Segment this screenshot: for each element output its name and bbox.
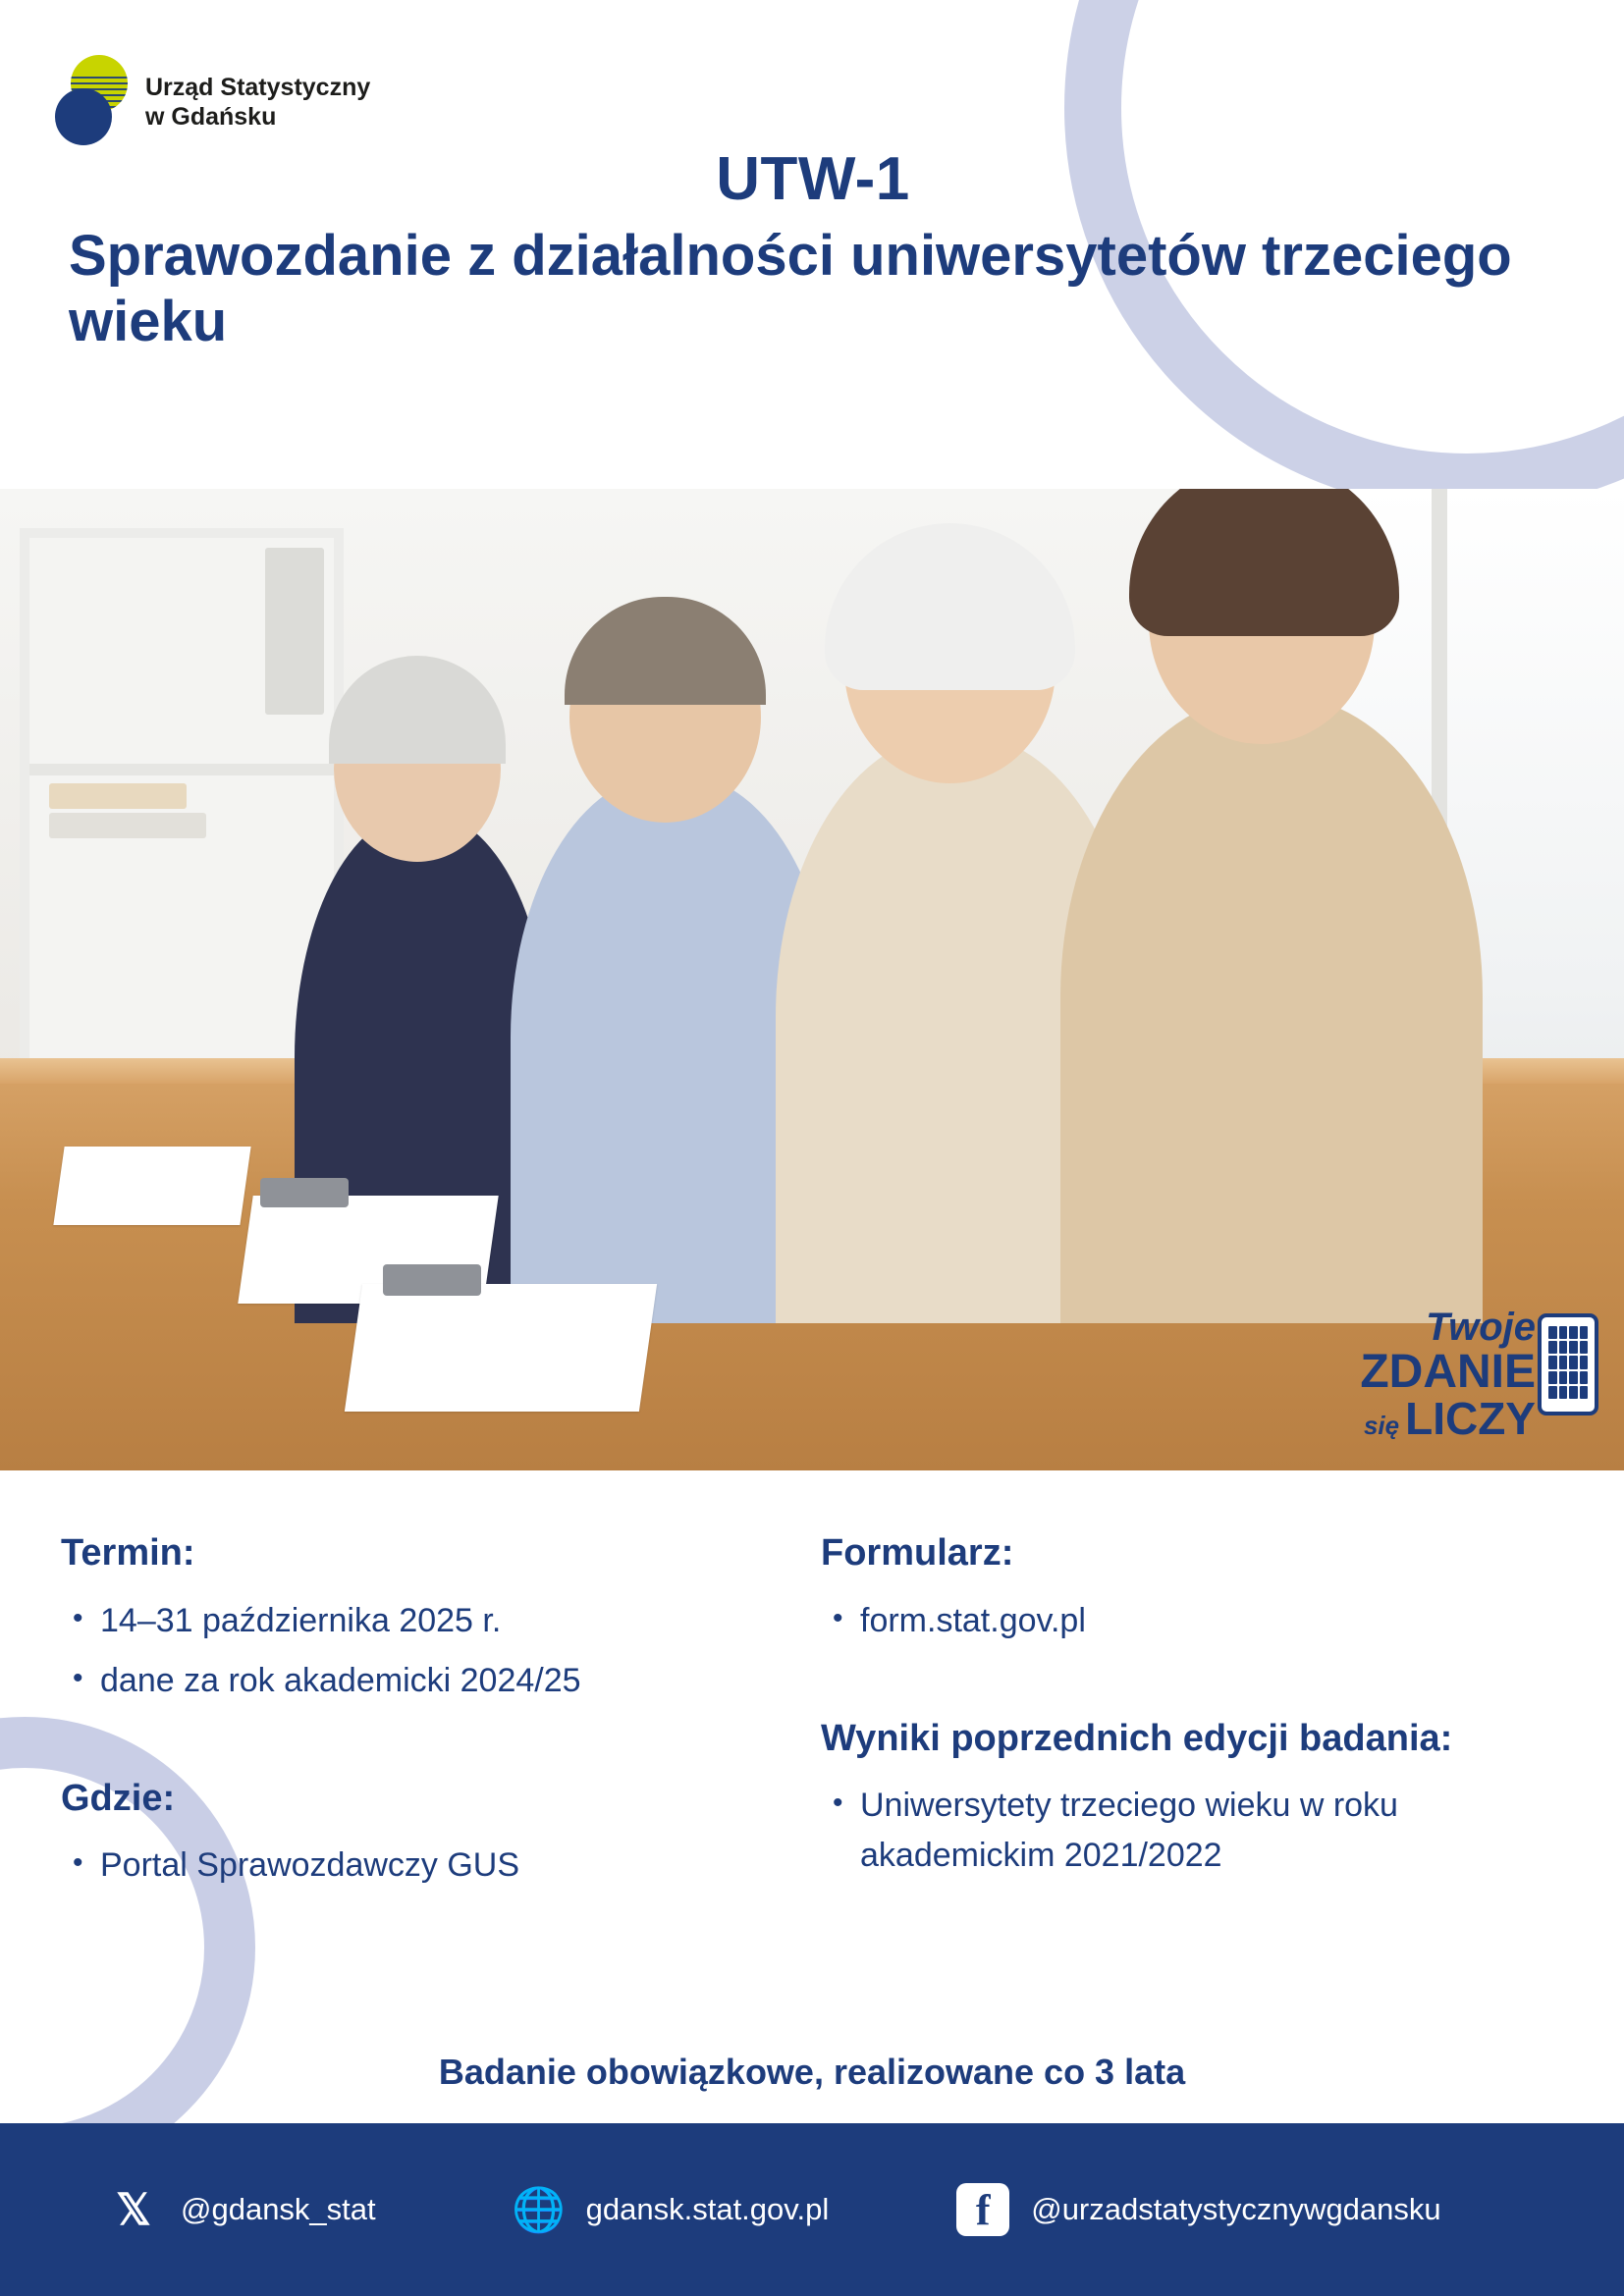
list-item-form-link[interactable]: • form.stat.gov.pl [821,1596,1565,1646]
logo-text [145,73,370,133]
logo-line-1: Urząd Statystyczny [145,73,371,101]
book-decor [49,783,187,809]
form-list [821,1596,1565,1646]
slogan-line-3-small: się [1363,1411,1400,1440]
deadline-label: Termin: [61,1532,195,1574]
info-section [0,1531,1624,1900]
slogan-line-1: Twoje [1426,1306,1536,1349]
info-column-right [776,1531,1624,1900]
footer-website-item[interactable] [514,2184,830,2235]
campaign-slogan [1360,1306,1536,1444]
where-list [61,1841,776,1891]
mandatory-survey-note: Badanie obowiązkowe, realizowane co 3 lata [438,2052,1186,2092]
list-item: • Portal Sprawozdawczy GUS [61,1841,776,1891]
smartphone-icon [1538,1313,1598,1415]
organization-logo [55,55,370,149]
gus-logo-mark-icon [55,55,130,149]
title-block [61,147,1565,355]
list-item: • 14–31 października 2025 r. [61,1596,776,1646]
footer-x-item[interactable] [108,2184,376,2235]
slogan-line-3 [1360,1393,1536,1444]
slogan-line-3-main: LICZY [1405,1393,1536,1444]
book-decor-2 [49,813,206,838]
hero-photo [0,489,1624,1470]
page-title: Sprawozdanie z działalności uniwersytetów trzeciego wieku [69,224,1512,354]
binder-decor [265,548,324,715]
previous-results-label: Wyniki poprzednich edycji badania: [821,1717,1453,1759]
clipboard-clip-2 [383,1264,481,1296]
x-twitter-icon: 𝕏 [116,2185,151,2234]
info-column-left [0,1531,776,1900]
where-label: Gdzie: [61,1777,176,1819]
paper-sheet-1 [53,1147,250,1225]
globe-icon: 🌐 [512,2186,567,2234]
slogan-line-2: ZDANIE [1360,1346,1536,1398]
deadline-list [61,1596,776,1706]
facebook-handle: @urzadstatystycznywgdansku [1031,2192,1441,2226]
website-url: gdansk.stat.gov.pl [585,2192,830,2226]
clipboard-clip-1 [260,1178,349,1207]
form-code: UTW-1 [716,145,910,213]
x-handle: @gdansk_stat [181,2192,376,2226]
paper-sheet-3 [345,1284,657,1412]
facebook-icon: f [956,2183,1009,2236]
previous-results-list [821,1781,1565,1881]
footer-facebook-item[interactable] [956,2183,1440,2236]
footer-bar [0,2123,1624,2296]
list-item: • dane za rok akademicki 2024/25 [61,1656,776,1706]
form-label: Formularz: [821,1532,1014,1574]
person-4 [1060,695,1483,1323]
logo-line-2: w Gdańsku [145,103,277,131]
list-item: • Uniwersytety trzeciego wieku w roku akademickim 2021/2022 [821,1781,1565,1881]
